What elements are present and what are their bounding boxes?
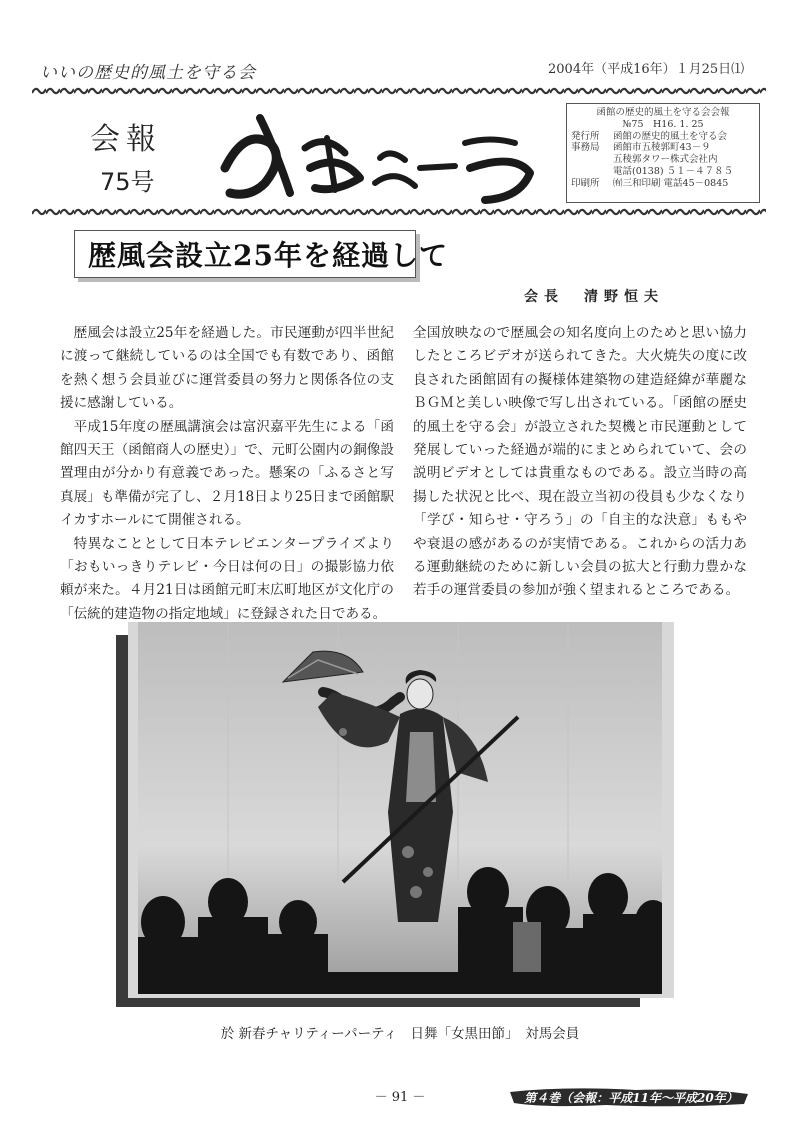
info-row: 発行所 函館の歴史的風土を守る会 <box>571 130 728 142</box>
volume-label: 第４巻（会報：平成11年～平成20年） <box>524 1091 738 1105</box>
info-row: 五稜郭タワー株式会社内 <box>613 154 718 166</box>
issue-number: 75号 <box>100 168 155 196</box>
info-row: 電話(0138) ５１－４７８５ <box>613 165 734 177</box>
info-title: 函館の歴史的風土を守る会会報 <box>596 107 730 118</box>
top-decorative-border <box>32 86 766 96</box>
issue-date: 2004年（平成16年）１月25日⑴ <box>548 62 745 77</box>
article-column-left <box>60 322 394 626</box>
calligraphy-logo <box>215 98 555 204</box>
article-headline: 歴風会設立25年を経過して <box>88 239 448 272</box>
info-row: 印刷所 ㈲三和印刷 電話45－0845 <box>571 177 729 189</box>
masthead-slogan: いいの歴史的風土を守る会 <box>40 63 256 83</box>
paragraph: 歴風会は設立25年を経過した。市民運動が四半世紀に渡って継続しているのは全国でも有数であり、函館を熱く想う会員並びに運営委員の努力と関係各位の支援に感謝している。 <box>60 325 394 412</box>
info-number: №75 H16. 1. 25 <box>622 118 704 130</box>
paragraph: 特異なこととして日本テレビエンタープライズより「おもいっきりテレビ・今日は何の日」の撮影協力依頼が来た。４月21日は函館元町末広町地区が文化庁の「伝統的建造物の指定地域」に登録された日である。 <box>60 535 394 622</box>
photo-caption: 於 新春チャリティーパーティ 日舞「女黒田節」 対馬会員 <box>220 1026 580 1042</box>
bottom-decorative-border <box>32 207 766 217</box>
article-author: 会長 清野恒夫 <box>524 289 664 305</box>
paragraph: 平成15年度の歴風講演会は富沢嘉平先生による「函館四天王（函館商人の歴史）」で、元町公園内の銅像設置理由が分かり有意義であった。懸案の「ふるさと写真展」も準備が完了し、２月18日より25日まで函館駅イカすホールにて開催される。 <box>60 418 394 529</box>
paragraph: 全国放映なので歴風会の知名度向上のためと思い協力したところビデオが送られてきた。大火焼失の度に改良された函館固有の擬様体建築物の建造経緯が華麗なＢＧＭと美しい映像で写し出されている。「函館の歴史的風土を守る会」が設立された契機と市民運動として発展していった経過が端的にまとめられていて、会の説明ビデオとしては貴重なものである。設立当時の高揚した状況と比べ、現在設立当初の役員も少なくなり「学び・知らせ・守ろう」の「自主的な決意」ももやや衰退の感があるのが実情である。これからの活力ある運動継続のために新しい会員の拡大と行動力豊かな若手の運営委員の参加が強く望まれるところである。 <box>413 325 747 599</box>
page-number: － 91 － <box>374 1090 426 1105</box>
bulletin-label: 会報 <box>90 122 162 157</box>
publication-info-box <box>566 103 760 203</box>
article-column-right <box>413 322 747 603</box>
info-row: 事務局 函館市五稜郭町43－９ <box>571 142 711 154</box>
dance-photo <box>138 622 662 994</box>
